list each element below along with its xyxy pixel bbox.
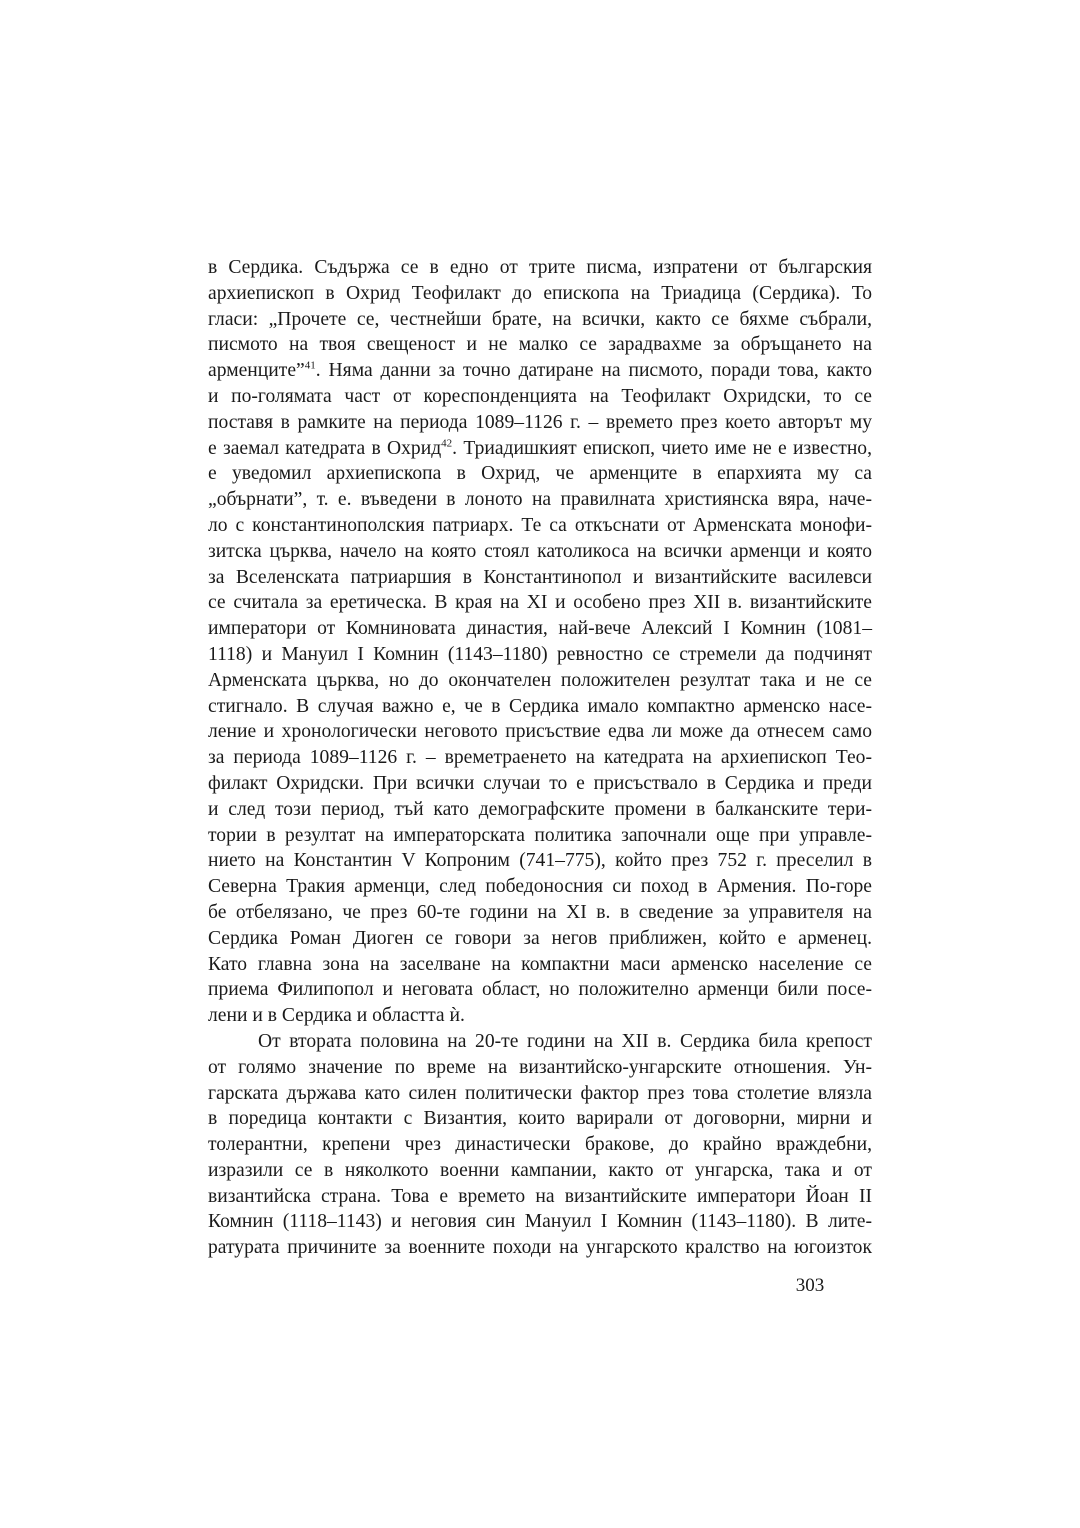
- text-line: [208, 358, 872, 384]
- text-line: в Сердика. Съдържа се в едно от трите писма, изпратени от българския: [208, 257, 872, 278]
- text-line: гарската държава като силен политически фактор през това столетие влязла: [208, 1082, 872, 1104]
- text-line: от голямо значение по време на византийско-унгарските отношения. Ун-: [208, 1056, 872, 1078]
- text-line: толерантни, крепени чрез династически бракове, до крайно враждебни,: [208, 1134, 872, 1156]
- text-line: Комнин (1118–1143) и неговия син Мануил I Комнин (1143–1180). В лите-: [208, 1211, 872, 1233]
- text-line: 1118) и Мануил I Комнин (1143–1180) ревностно се стремели да подчинят: [208, 643, 872, 665]
- text-line: Северна Тракия арменци, след победоносния си поход в Армения. По-горе: [208, 876, 872, 898]
- text-line: архиепископ в Охрид Теофилакт до епископа на Триадица (Сердика). То: [208, 282, 872, 304]
- text-line: Като главна зона на заселване на компактни маси арменско население се: [208, 953, 872, 975]
- text-line: Сердика Роман Диоген се говори за негов приближен, който е арменец.: [208, 927, 872, 949]
- text-line: нието на Константин V Копроним (741–775), който през 752 г. преселил в: [208, 850, 872, 872]
- text-line: приема Филипопол и неговата област, но положително арменци били посе-: [208, 979, 872, 1001]
- text-line: стигнало. В случая важно е, че в Сердика имало компактно арменско насе-: [208, 695, 872, 717]
- footnote-ref-42[interactable]: 42: [441, 437, 453, 450]
- text-line: гласи: „Прочете се, честнейши брате, на всички, както се бяхме събрали,: [208, 308, 872, 330]
- text-line: бе отбелязано, че през 60-те години на XI в. в сведение за управителя на: [208, 901, 872, 923]
- text-line: поставя в рамките на периода 1089–1126 г. – времето през което авторът му: [208, 411, 872, 433]
- paragraph-1: [208, 255, 872, 1029]
- body-text: [208, 255, 872, 1261]
- text-segment: е заемал катедрата в Охрид: [208, 437, 442, 459]
- text-line: ление и хронологически неговото присъствие едва ли може да отнесем само: [208, 721, 872, 743]
- text-line: зитска църква, начело на която стоял католикоса на всички арменци и която: [208, 540, 872, 562]
- text-line: От втората половина на 20-те години на XII в. Сердика била крепост: [258, 1030, 872, 1052]
- text-line: Арменската църква, но до окончателен положителен резултат така и не се: [208, 669, 872, 691]
- text-line: за Вселенската патриаршия в Константинопол и византийските василевси: [208, 566, 872, 588]
- text-line: изразили се в няколкото военни кампании, както от унгарска, така и от: [208, 1159, 872, 1181]
- text-line: за периода 1089–1126 г. – времетраенето на катедрата на архиепископ Тео-: [208, 747, 872, 769]
- text-line: [208, 436, 872, 462]
- text-line: в поредица контакти с Византия, които варирали от договорни, мирни и: [208, 1108, 872, 1130]
- text-line: и след този период, тъй като демографските промени в балканските тери-: [208, 798, 872, 820]
- text-line: ратурата причините за военните походи на унгарското кралство на югоизток: [208, 1237, 872, 1259]
- text-segment: . Триадишкият епископ, чието име не е известно,: [452, 437, 872, 459]
- footnote-ref-41[interactable]: 41: [304, 359, 316, 372]
- page-number: 303: [795, 1275, 825, 1296]
- paragraph-2: [208, 1029, 872, 1261]
- text-line: лени и в Сердика и областта ѝ.: [208, 1005, 465, 1027]
- text-segment: арменците”: [208, 360, 305, 382]
- text-line: се считала за еретическа. В края на XI и особено през XII в. византийските: [208, 592, 872, 614]
- text-line: писмото на твоя свещеност и не малко се зарадвахме за обръщането на: [208, 334, 872, 356]
- text-line: филакт Охридски. При всички случаи то е присъствало в Сердика и преди: [208, 772, 872, 794]
- text-line: императори от Комниновата династия, най-вече Алексий I Комнин (1081–: [208, 618, 872, 640]
- text-segment: . Няма данни за точно датиране на писмото, поради това, както: [315, 360, 872, 382]
- text-line: е уведомил архиепископа в Охрид, че арменците в епархията му са: [208, 463, 872, 485]
- text-line: византийска страна. Това е времето на византийските императори Йоан II: [208, 1185, 872, 1207]
- text-line: ло с константинополския патриарх. Те са откъснати от Арменската монофи-: [208, 514, 872, 536]
- text-line: и по-голямата част от кореспонденцията на Теофилакт Охридски, то се: [208, 385, 872, 407]
- text-line: тории в резултат на императорската политика започнали още при управле-: [208, 824, 872, 846]
- text-line: „обърнати”, т. е. въведени в лоното на правилната християнска вяра, наче-: [208, 489, 872, 511]
